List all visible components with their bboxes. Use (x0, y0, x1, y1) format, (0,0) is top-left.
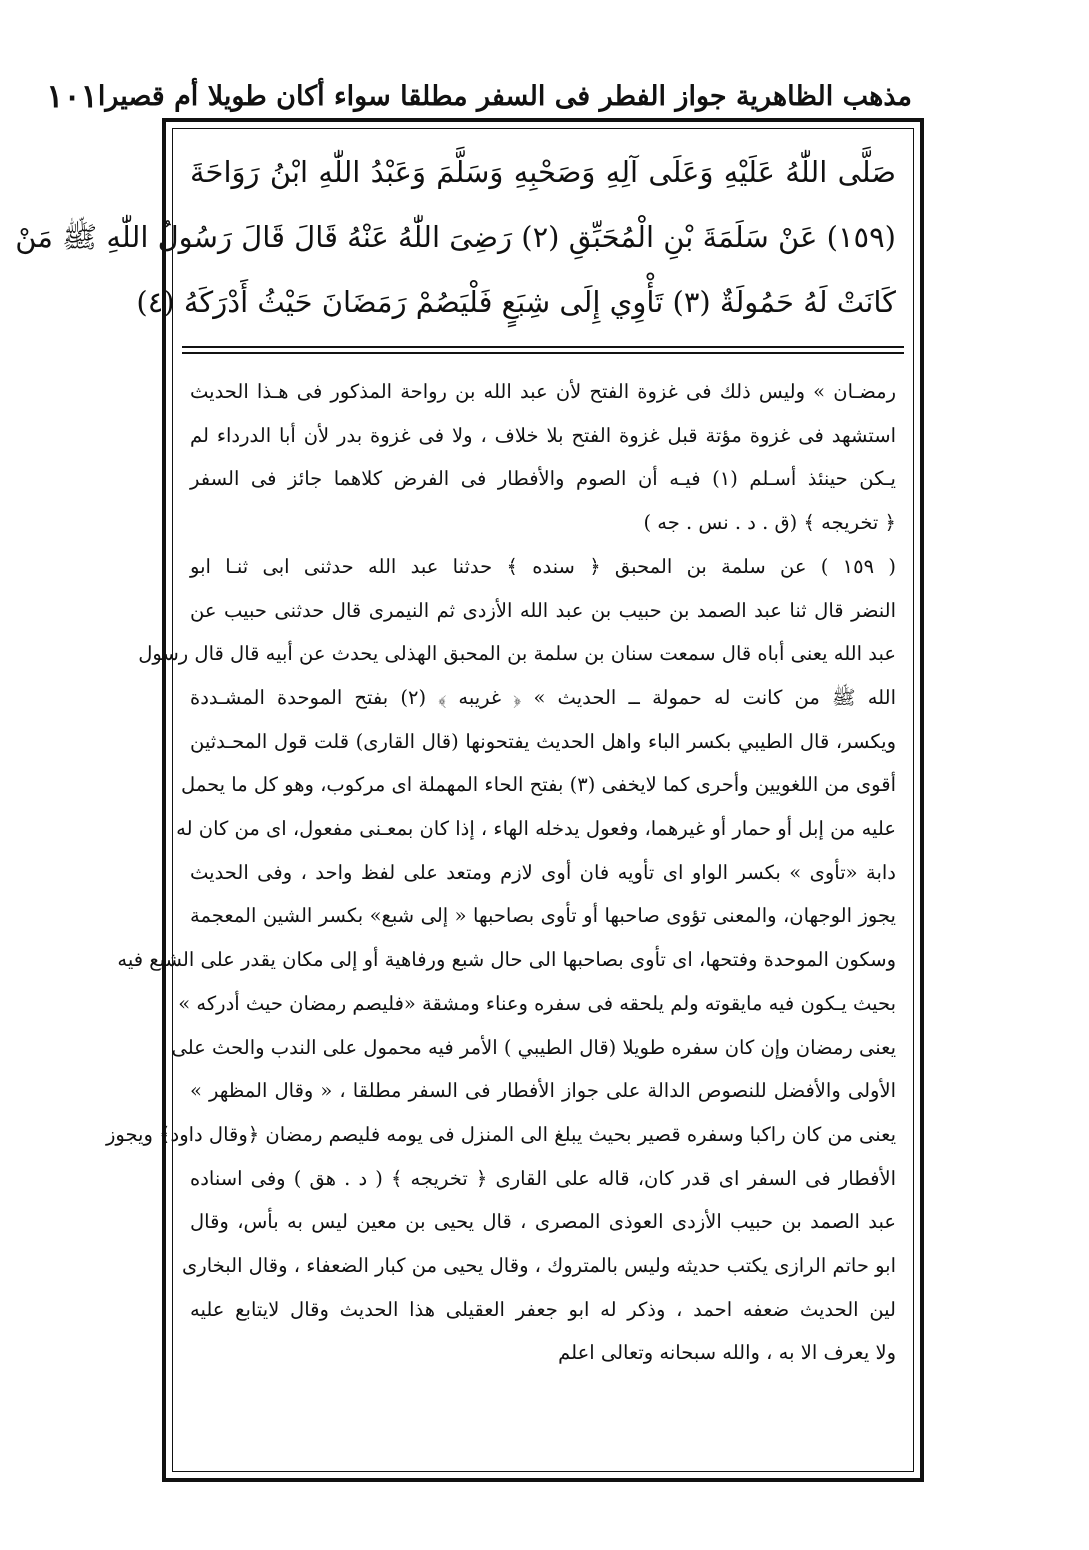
hadith-line: كَانَتْ لَهُ حَمُولَةٌ (٣) تَأْوِي إِلَى شِبَعٍ فَلْيَصُمْ رَمَضَانَ حَيْثُ أَدْرَكَهُ (٤) (136, 285, 896, 319)
commentary-line: الأفطار فى السفر اى قدر كان، قاله على القارى ﴿ تخريجه ﴾ ( د . هق ) وفى اسناده (190, 1166, 896, 1190)
commentary-line: الله ﷺ من كانت له حمولة ــ الحديث » ﴿ غريبه ﴾ (٢) بفتح الموحدة المشـددة (190, 685, 896, 709)
commentary-line: يـكن حينئذ أسـلم (١) فيـه أن الصوم والأفطار فى الفرض كلاهما جائز فى السفر (190, 467, 896, 491)
section-divider (182, 346, 904, 348)
running-title: مذهب الظاهرية جواز الفطر فى السفر مطلقا سواء أكان طويلا أم قصيرا (97, 80, 912, 112)
commentary-line: ( ١٥٩ ) عن سلمة بن المحبق ﴿ سنده ﴾ حدثنا عبد الله حدثنى ابى ثنـا ابو (190, 554, 897, 578)
hadith-line: صَلَّى اللّٰهُ عَلَيْهِ وَعَلَى آلِهِ وَصَحْبِهِ وَسَلَّمَ وَعَبْدُ اللّٰهِ ابْنُ رَوَاحَةَ (190, 155, 896, 189)
commentary-line: ابو حاتم الرازى يكتب حديثه وليس بالمتروك ، وقال يحيى من كبار الضعفاء ، وقال البخارى (182, 1254, 896, 1278)
commentary-line: يعنى من كان راكبا وسفره قصير بحيث يبلغ الى المنزل فى يومه فليصم رمضان ﴿وقال داود﴾ ويجوز (105, 1122, 896, 1146)
hadith-text-block (15, 140, 896, 340)
commentary-line: ولا يعرف الا به ، والله سبحانه وتعالى اعلم (558, 1341, 896, 1365)
commentary-line: يعنى رمضان وإن كان سفره طويلا (قال الطيبي ) الأمر فيه محمول على الندب والحث على (171, 1035, 896, 1059)
commentary-line: عبد الصمد بن حبيب الأزدى العوذى المصرى ، قال يحيى بن معين ليس به بأس، وقال (190, 1210, 896, 1234)
section-divider (182, 352, 904, 354)
commentary-line: ﴿ تخريجه ﴾ (ق . د . نس . جه ) (643, 511, 896, 535)
commentary-line: عبد الله يعنى أباه قال سمعت سنان بن سلمة بن المحبق الهذلى يحدث عن أبيه قال قال رسول (138, 642, 896, 666)
commentary-line: وسكون الموحدة وفتحها، اى تأوى بصاحبها الى حال شبع ورفاهية أو إلى مكان يقدر على الشبع فيه (117, 948, 896, 972)
commentary-line: استشهد فى غزوة مؤتة قبل غزوة الفتح بلا خلاف ، ولا فى غزوة بدر لأن أبا الدرداء لم (190, 423, 896, 447)
commentary-line: رمضـان » وليس ذلك فى غزوة الفتح لأن عبد الله بن رواحة المذكور فى هـذا الحديث (190, 380, 896, 403)
commentary-line: لين الحديث ضعفه احمد ، وذكر له ابو جعفر العقيلى هذا الحديث وقال لايتابع عليه (190, 1297, 896, 1321)
commentary-block (105, 370, 897, 1460)
commentary-line: بحيث يـكون فيه مايقوته ولم يلحقه فى سفره وعناء ومشقة «فليصم رمضان حيث أدركه » (178, 991, 896, 1015)
commentary-line: دابة «تأوى » بكسر الواو اى تأويه فان أوى لازم ومتعد على لفظ واحد ، وفى الحديث (190, 860, 896, 884)
hadith-line: (١٥٩) عَنْ سَلَمَةَ بْنِ الْمُحَبِّقِ (٢) رَضِىَ اللّٰهُ عَنْهُ قَالَ قَالَ رَسُولُ اللّٰهِ ﷺ مَنْ (15, 220, 896, 254)
commentary-line: أقوى من اللغويين وأحرى كما لايخفى (٣) بفتح الحاء المهملة اى مركوب، وهو كل ما يحمل (181, 773, 896, 797)
page-header (46, 70, 912, 122)
commentary-line: عليه من إبل أو حمار أو غيرهما، وفعول يدخله الهاء ، إذا كان بمعـنى مفعول، اى من كان له (176, 817, 896, 841)
commentary-line: يجوز الوجهان، والمعنى تؤوى صاحبها أو تأوى بصاحبها « إلى شبع» بكسر الشين المعجمة (190, 904, 896, 928)
commentary-line: النضر قال ثنا عبد الصمد بن حبيب بن عبد الله الأزدى ثم النيمرى قال حدثنى حبيب عن (190, 598, 896, 622)
commentary-line: الأولى والأفضل للنصوص الدالة على جواز الأفطار فى السفر مطلقا ، « وقال المظهر » (190, 1079, 896, 1103)
commentary-line: ويكسر، قال الطيبي بكسر الباء واهل الحديث يفتحونها (قال القارى) قلت قول المحـدثين (190, 729, 896, 753)
page-number: ١٠١ (46, 77, 98, 115)
